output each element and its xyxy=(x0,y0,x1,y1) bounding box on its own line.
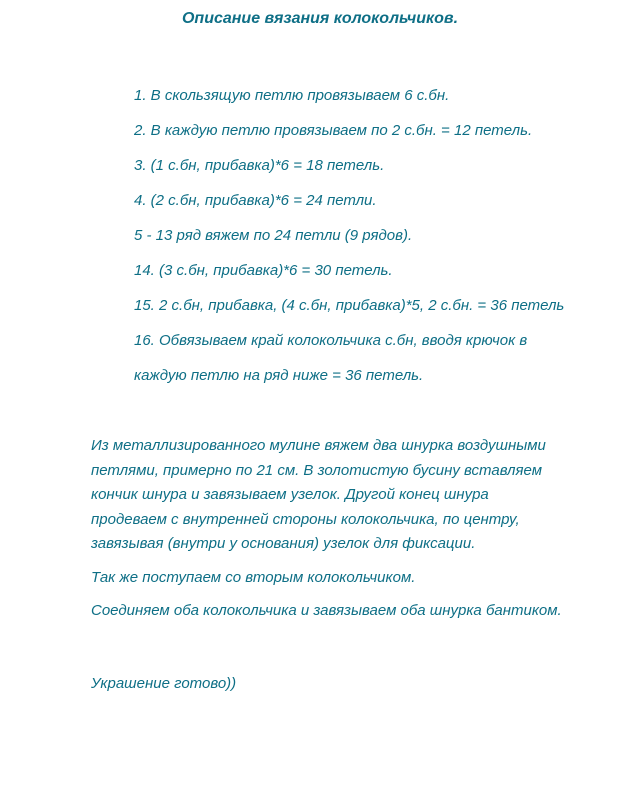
step-item: 4. (2 с.бн, прибавка)*6 = 24 петли. xyxy=(134,192,377,209)
document-title: Описание вязания колокольчиков. xyxy=(181,10,459,27)
join-bells-paragraph: Соединяем оба колокольчика и завязываем оба шнурка бантиком. xyxy=(91,602,562,619)
step-item-continuation: каждую петлю на ряд ниже = 36 петель. xyxy=(134,367,424,384)
step-item: 15. 2 с.бн, прибавка, (4 с.бн, прибавка)*5, 2 с.бн. = 36 петель xyxy=(134,297,565,314)
step-item: 14. (3 с.бн, прибавка)*6 = 30 петель. xyxy=(134,262,393,279)
step-item: 3. (1 с.бн, прибавка)*6 = 18 петель. xyxy=(134,157,385,174)
step-item: 16. Обвязываем край колокольчика с.бн, вводя крючок в xyxy=(134,332,528,349)
closing-line: Украшение готово)) xyxy=(91,675,237,692)
paragraph-line: продеваем с внутренней стороны колокольчика, по центру, xyxy=(91,510,520,528)
cord-instructions-paragraph xyxy=(91,434,611,557)
step-item: 5 - 13 ряд вяжем по 24 петли (9 рядов). xyxy=(134,227,413,244)
step-item: 1. В скользящую петлю провязываем 6 с.бн. xyxy=(134,87,450,104)
paragraph-line: завязывая (внутри у основания) узелок для фиксации. xyxy=(91,535,476,552)
paragraph-line: Из металлизированного мулине вяжем два шнурка воздушными xyxy=(91,437,546,454)
paragraph-line: петлями, примерно по 21 см. В золотистую бусину вставляем xyxy=(91,461,542,479)
paragraph-line: кончик шнура и завязываем узелок. Другой конец шнура xyxy=(91,486,489,503)
step-item: 2. В каждую петлю провязываем по 2 с.бн. = 12 петель. xyxy=(134,122,533,139)
instruction-steps-list xyxy=(134,86,624,401)
second-bell-paragraph: Так же поступаем со вторым колокольчиком. xyxy=(91,569,416,586)
